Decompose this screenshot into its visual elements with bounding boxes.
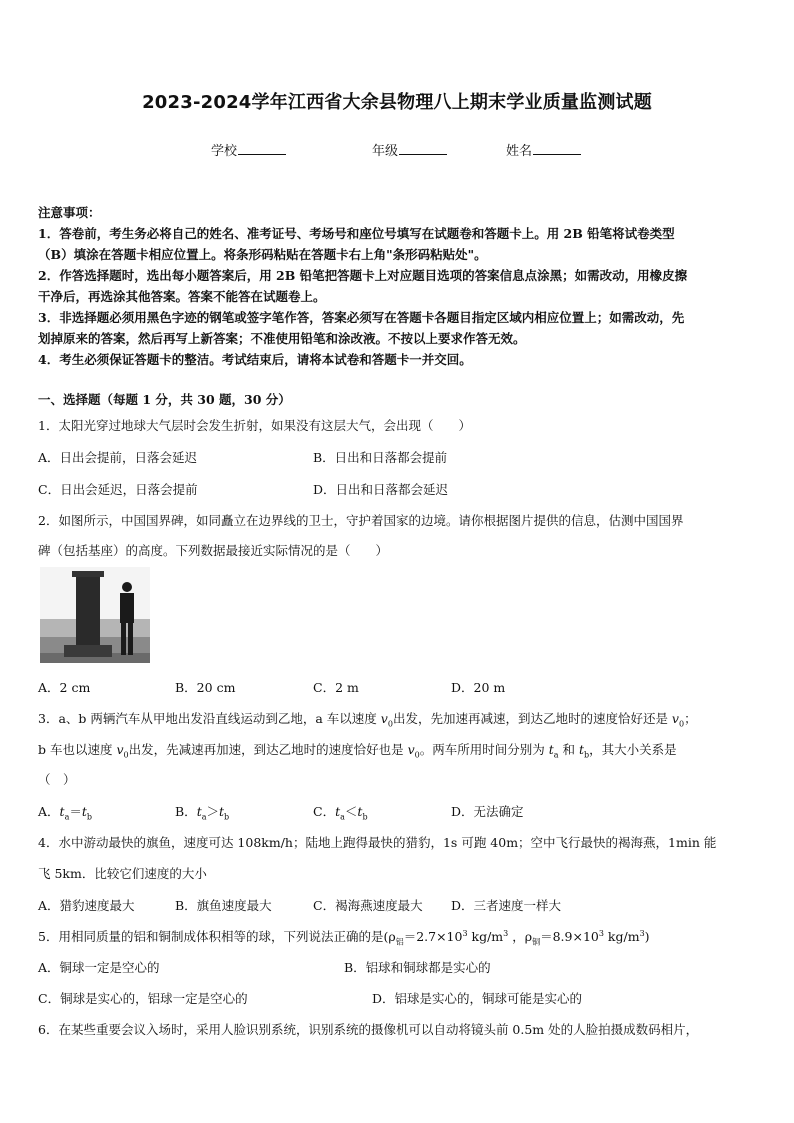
notice-heading: 注意事项： xyxy=(38,205,101,220)
question-2-stem-line: 碑（包括基座）的高度。下列数据最接近实际情况的是（ ） xyxy=(38,543,389,558)
question-1-option-b[interactable]: B．日出和日落都会提前 xyxy=(313,450,448,465)
notice-line: 1．答卷前，考生务必将自己的姓名、准考证号、考场号和座位号填写在试题卷和答题卡上。用 2B 铅笔将试卷类型 xyxy=(38,226,675,241)
question-4-option-d[interactable]: D．三者速度一样大 xyxy=(451,898,562,913)
school-label: 学校 xyxy=(211,144,238,159)
question-1-stem: 1．太阳光穿过地球大气层时会发生折射，如果没有这层大气，会出现（ ） xyxy=(38,418,471,433)
question-4-stem-line: 飞 5km．比较它们速度的大小 xyxy=(38,866,207,881)
school-field[interactable] xyxy=(211,140,286,159)
question-2-option-d[interactable]: D．20 m xyxy=(451,680,506,695)
question-3-option-a[interactable]: A．$t_a=t_b$ xyxy=(38,804,93,822)
question-2-option-c[interactable]: C．2 m xyxy=(313,680,359,695)
question-3-option-d[interactable]: D．无法确定 xyxy=(451,804,524,819)
question-4-option-b[interactable]: B．旗鱼速度最大 xyxy=(175,898,272,913)
question-4-option-a[interactable]: A．猎豹速度最大 xyxy=(38,898,135,913)
notice-line: 3．非选择题必须用黑色字迹的钢笔或签字笔作答，答案必须写在答题卡各题目指定区域内相应位置上；如需改动，先 xyxy=(38,310,685,325)
question-2-option-a[interactable]: A．2 cm xyxy=(38,680,91,695)
question-1-option-d[interactable]: D．日出和日落都会延迟 xyxy=(313,482,449,497)
question-5-option-b[interactable]: B．铝球和铜球都是实心的 xyxy=(344,960,491,975)
question-1-option-a[interactable]: A．日出会提前，日落会延迟 xyxy=(38,450,198,465)
name-label: 姓名 xyxy=(506,144,533,159)
section-heading: 一、选择题（每题 1 分，共 30 题，30 分） xyxy=(38,392,291,407)
question-2-option-b[interactable]: B．20 cm xyxy=(175,680,236,695)
question-4-option-c[interactable]: C．褐海燕速度最大 xyxy=(313,898,423,913)
notice-line: 划掉原来的答案，然后再写上新答案；不准使用铅笔和涂改液。不按以上要求作答无效。 xyxy=(38,331,526,346)
question-3-option-b[interactable]: B．$t_a>t_b$ xyxy=(175,804,230,822)
boundary-marker-photo xyxy=(40,567,150,663)
grade-label: 年级 xyxy=(372,144,399,159)
question-3-stem-line: b 车也以速度 $v_0$出发，先减速再加速，到达乙地时的速度恰好也是 $v_0$。两车所用时间分别为 $t_a$ 和 $t_b$，其大小关系是 xyxy=(38,742,677,760)
question-5-option-c[interactable]: C．铜球是实心的，铝球一定是空心的 xyxy=(38,991,248,1006)
question-3-option-c[interactable]: C．$t_a<t_b$ xyxy=(313,804,368,822)
grade-blank[interactable] xyxy=(399,141,447,155)
page-title: 2023-2024学年江西省大余县物理八上期末学业质量监测试题 xyxy=(142,92,652,113)
name-blank[interactable] xyxy=(533,141,581,155)
question-3-stem-line: 3．a、b 两辆汽车从甲地出发沿直线运动到乙地，a 车以速度 $v_0$出发，先加速再减速，到达乙地时的速度恰好还是 $v_0$； xyxy=(38,711,697,729)
boundary-marker-image xyxy=(40,567,150,663)
notice-line: 2．作答选择题时，选出每小题答案后，用 2B 铅笔把答题卡上对应题目选项的答案信息点涂黑；如需改动，用橡皮擦 xyxy=(38,268,688,283)
name-field[interactable] xyxy=(506,140,581,159)
question-5-stem: 5．用相同质量的铝和铜制成体积相等的球，下列说法正确的是($\rho_铝=2.7\times 10^3$ $kg/m^3$ ，$\rho_铜=8.9\times 10^3$ $kg/m^3$) xyxy=(38,928,650,947)
question-5-option-d[interactable]: D．铝球是实心的，铜球可能是实心的 xyxy=(372,991,583,1006)
notice-line: （B）填涂在答题卡相应位置上。将条形码粘贴在答题卡右上角"条形码粘贴处"。 xyxy=(38,247,487,262)
question-1-option-c[interactable]: C．日出会延迟，日落会提前 xyxy=(38,482,198,497)
question-4-stem-line: 4．水中游动最快的旗鱼，速度可达 108km/h；陆地上跑得最快的猎豹，1s 可跑 40m；空中飞行最快的褐海燕，1min 能 xyxy=(38,835,717,850)
question-6-stem-line: 6．在某些重要会议入场时，采用人脸识别系统，识别系统的摄像机可以自动将镜头前 0.5m 处的人脸拍摄成数码相片， xyxy=(38,1022,699,1037)
grade-field[interactable] xyxy=(372,140,447,159)
question-3-stem-line: （ ） xyxy=(38,772,76,787)
notice-line: 4．考生必须保证答题卡的整洁。考试结束后，请将本试卷和答题卡一并交回。 xyxy=(38,352,472,367)
question-2-stem-line: 2．如图所示，中国国界碑，如同矗立在边界线的卫士，守护着国家的边境。请你根据图片提供的信息，估测中国国界 xyxy=(38,513,684,528)
question-5-option-a[interactable]: A．铜球一定是空心的 xyxy=(38,960,160,975)
school-blank[interactable] xyxy=(238,141,286,155)
notice-line: 干净后，再选涂其他答案。答案不能答在试题卷上。 xyxy=(38,289,326,304)
